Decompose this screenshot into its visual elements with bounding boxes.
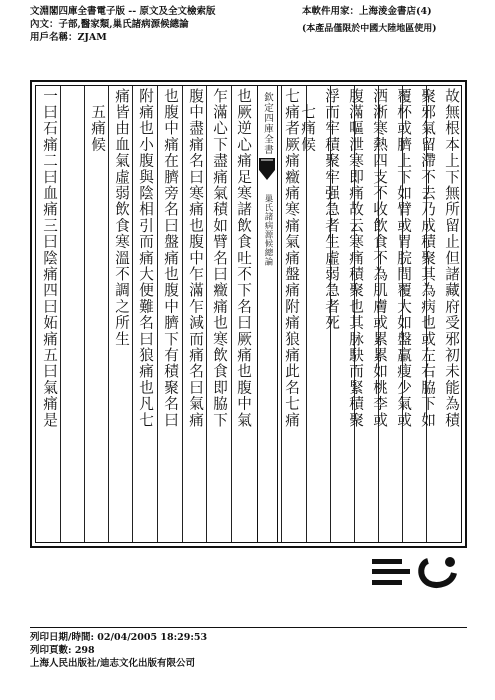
text-column: 洒淅寒熱四支不收飲食不為肌膚或累累如桃李或 (371, 88, 388, 429)
text-column: 覆杯或臍上下如臂或胃脘間覆大如盤羸瘦少氣或 (395, 88, 412, 429)
column-rule (206, 86, 207, 542)
column-rule (108, 86, 109, 542)
text-column: 故無根本上下無所留止但諸藏府受邪初未能為積 (443, 88, 460, 429)
footer-rule (30, 627, 467, 628)
text-column: 腹中盡痛名曰寒痛也腹中乍滿乍減而痛名曰氣痛 (187, 88, 204, 429)
column-rule (84, 86, 85, 542)
column-rule (132, 86, 133, 542)
print-info (30, 631, 207, 670)
section-heading: 七痛候 (299, 88, 316, 153)
column-rule (60, 86, 61, 542)
text-column: 一曰石痛二曰血痛三曰陰痛四曰妬痛五曰氣痛是 (41, 88, 58, 429)
licensee-line: 本軟件用家：上海淩金書店(4) (302, 6, 432, 17)
header-info (30, 5, 216, 44)
text-column: 七痛者厥痛癥痛寒痛氣痛盤痛附痛狼痛此名七痛 (283, 88, 300, 429)
center-title: 欽定四庫全書 (262, 92, 273, 155)
text-column: 痛皆由血氣虛弱飲食寒溫不調之所生 (113, 88, 130, 348)
region-notice: (本產品僅限於中國大陸地區使用) (302, 24, 437, 34)
publisher-line: 上海人民出版社/迪志文化出版有限公司 (30, 658, 195, 669)
text-column: 聚邪氣留滯不去乃成積聚其為病也或左右脇下如 (419, 88, 436, 429)
publisher-logo-icon (368, 553, 478, 591)
text-column: 附痛也小腹與陰相引而痛大便難名曰狼痛也凡七 (137, 88, 154, 429)
text-column: 也厥逆心痛足寒諸飲食吐不下名曰厥痛也腹中氣 (235, 88, 252, 429)
fishtail-mark-icon (258, 158, 276, 182)
username-line: 用戶名稱：ZJAM (30, 32, 107, 43)
license-info (302, 5, 437, 36)
fold-rule (277, 86, 278, 542)
text-column: 乍滿心下盡痛氣積如臂名曰癥痛也寒飲食即脇下 (211, 88, 228, 429)
column-rule (157, 86, 158, 542)
section-heading: 五痛候 (89, 88, 106, 153)
page-frame (30, 80, 467, 548)
text-column: 浮而牢積聚牢强急者生虛弱急者死 (323, 88, 340, 331)
center-book-title: 巢氏諸病源候總論 (263, 194, 273, 266)
fold-rule (257, 86, 258, 542)
text-block (35, 85, 462, 543)
column-rule (182, 86, 183, 542)
text-column: 腹滿嘔泄寒即痛故云寒痛積聚也其脉駃而緊積聚 (347, 88, 364, 429)
edition-line: 文淵閣四庫全書電子版 -- 原文及全文檢索版 (30, 6, 216, 17)
column-rule (231, 86, 232, 542)
print-date: 列印日期/時間: 02/04/2005 18:29:53 (30, 632, 208, 643)
text-column: 也腹中痛在臍旁名曰盤痛也腹中臍下有積聚名曰 (162, 88, 179, 429)
center-fold (257, 86, 277, 542)
content-path-line: 內文：子部,醫家類,巢氏諸病源候總論 (30, 19, 189, 30)
print-pages: 列印頁數: 298 (30, 645, 95, 656)
